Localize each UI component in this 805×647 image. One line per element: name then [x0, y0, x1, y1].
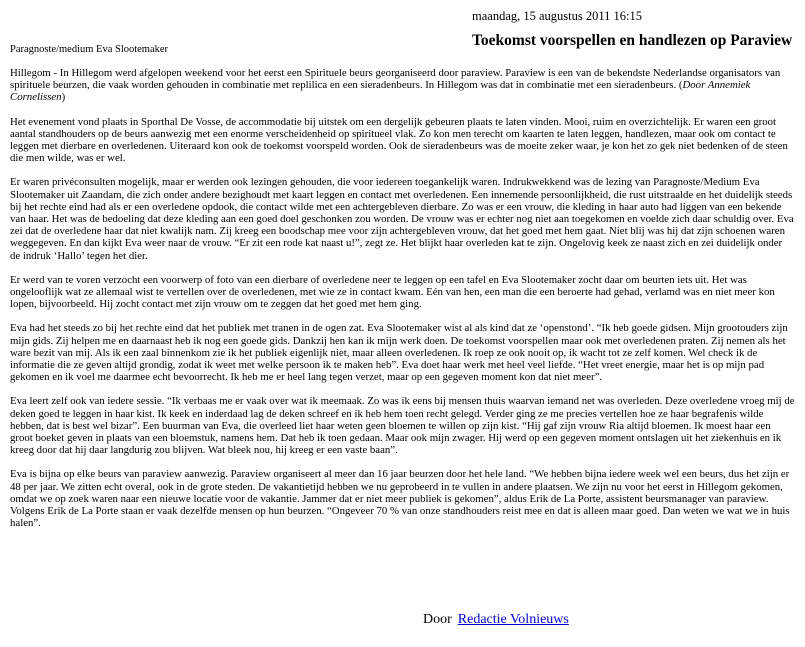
photo-caption: Paragnoste/medium Eva Slootemaker — [10, 44, 169, 55]
byline-prefix: Door — [423, 612, 452, 627]
article-headline: Toekomst voorspellen en handlezen op Paraview — [472, 32, 793, 49]
article-paragraph: Eva is bijna op elke beurs van paraview aanwezig. Paraview organiseert al meer dan 16 jaar beurzen door het hele land. “We hebben bijna iedere week wel een beurs, dus het zijn er 48 per jaar. We zitten echt overal, ook in de grote steden. De vakantietijd hebben we nu geprobeerd in te vullen in andere plaatsen. We zijn nu voor het eerst in Hillegom gekomen, omdat we op zoek waren naar een nieuwe locatie voor de vakantie. Jammer dat er niet meer publiek is gekomen”, aldus Erik de La Porte, assistent beursmanager van paraview. Volgens Erik de La Porte staan er vaak dezelfde mensen op hun beurzen. “Ongeveer 70 % van onze standhouders reist mee en dat is alleen maar goed. Dan weten we wat we in huis halen”. — [10, 468, 790, 530]
article-paragraph: Eva leert zelf ook van iedere sessie. “Ik verbaas me er vaak over wat ik meemaak. Zo was ik eens bij mensen thuis waarvan iemand net was overleden. Deze overledene vroeg mij de deken goed te leggen in haar kist. Ik keek en inderdaad lag de deken schreef en ik heb hem toen recht gelegd. Verder ging ze me precies vertellen hoe ze haar begrafenis wilde hebben, dat is best wel bizar”. Een buurman van Eva, die overleed liet haar weten geen bloemen te willen op zijn kist. “Hij gaf zijn vrouw Ria altijd bloemen. Ik moest haar een groot boeket geven in plaats van een bloemstuk, namens hem. Dat heb ik toen gedaan. Maar ook mijn zwager. Hij werd op een gegeven moment ontslagen uit het ziekenhuis en ik kreeg door dat hij daar langdurig zou blijven. Wat bleek nou, hij kreeg er een vaste baan”. — [10, 395, 795, 457]
article-paragraph: Het evenement vond plaats in Sporthal De Vosse, de accommodatie bij uitstek om een dergelijk gebeuren plaats te laten vinden. Mooi, ruim en overzichtelijk. Er waren een groot aantal standhouders op de beurs aanwezig met een enorme verscheidenheid op spiritueel vlak. Zo kon men terecht om kaarten te laten leggen, handlezen, maar ook om contact te leggen met dierbare en overledenen. Uiteraard kon ook de toekomst voorspeld worden. Ook de sieradenbeurs was de moeite zeker waar, je kon het zo gek niet bedenken of de steen die men wilde, was er wel. — [10, 115, 788, 165]
article-body — [10, 67, 795, 542]
intro-author: Door Annemiek Cornelissen — [10, 79, 751, 104]
article-intro — [10, 67, 795, 104]
article-paragraph: Eva had het steeds zo bij het rechte eind dat het publiek met tranen in de ogen zat. Eva Slootemaker wist al als kind dat ze ‘openstond’. “Ik heb goede gidsen. Mijn grootouders zijn mijn gids. Zij helpen me en daarnaast heb ik nog een goede gids. Dankzij hen kan ik mijn werk doen. De toekomst voorspellen maar ook met overledenen praten. Zij nemen als het ware bezit van mij. Als ik een zaal binnenkom zie ik het publiek eigenlijk niet, maar alleen overledenen. Ik roep ze ook nooit op, ik wacht tot ze zelf komen. Wel check ik de informatie die ze geven altijd grondig, zodat ik weet met welke persoon ik te maken heb”. Eva doet haar werk met heel veel liefde. “Het vreet energie, maar het is op mijn pad gekomen en ik voel me daarmee echt bevoorrecht. Ik heb me er heel lang tegen verzet, maar op een gegeven moment kon dat niet meer”. — [10, 322, 788, 384]
article-paragraph: Er werd van te voren verzocht een voorwerp of foto van een dierbare of overledene neer te leggen op een tafel en Eva Slootemaker zocht daar om beurten iets uit. Het was ongelooflijk wat ze allemaal wist te vertellen over de overledenen, met wie ze in contact kwam. Eén van hen, een man die een beroerte had gehad, verlamd was en niet meer kon lopen, bijvoorbeeld. Hij zocht contact met zijn vrouw om te zeggen dat het goed met hem ging. — [10, 273, 775, 311]
byline — [423, 612, 569, 628]
intro-text: Hillegom - In Hillegom werd afgelopen weekend voor het eerst een Spirituele beurs georganiseerd door paraview. Paraview is een van de bekendste Nederlandse organisators van spirituele beurzen, die vaak worden gehouden in combinatie met replilica en een sieradenbeurs. In Hillegom was dat in combinatie met een sieradenbeurs. ( — [10, 67, 781, 92]
article-paragraph: Er waren privéconsulten mogelijk, maar er werden ook lezingen gehouden, die voor iedereen toegankelijk waren. Indrukwekkend was de lezing van Paragnoste/Medium Eva Slootemaker uit Zaandam, die zich onder andere bezighoudt met kaart leggen en contact met overledenen. Een innemende persoonlijkheid, die rust uitstraalde en het duidelijk steeds bij het rechte eind had als er een overledene opdook, die contact wilde met een achtergebleven dierbare. Zo was er een vrouw, die kleding in haar auto had liggen van een bekende van haar. Het was de bedoeling dat deze kleding aan een goed doel geschonken zou worden. De vrouw was er echter nog niet aan toegekomen en voelde zich daar schuldig over. Eva zei dat de overledene haar dat niet kwalijk nam. Zij kreeg een boodschap mee voor zijn achtergebleven vrouw, dat het goed met hem gaat. Niet blij was hij dat zijn schoenen waren weggegeven. En dan kijkt Eva weer naar de vrouw. “Er zit een rode kat naast u!”, zegt ze. Het blijkt haar overleden kat te zijn. Ongelovig keek ze naast zich en zei duidelijk onder de indruk ‘Hallo’ tegen het dier. — [10, 176, 794, 262]
intro-close: ) — [61, 91, 66, 104]
author-link[interactable]: Redactie Volnieuws — [457, 612, 569, 627]
publish-date: maandag, 15 augustus 2011 16:15 — [472, 9, 643, 23]
